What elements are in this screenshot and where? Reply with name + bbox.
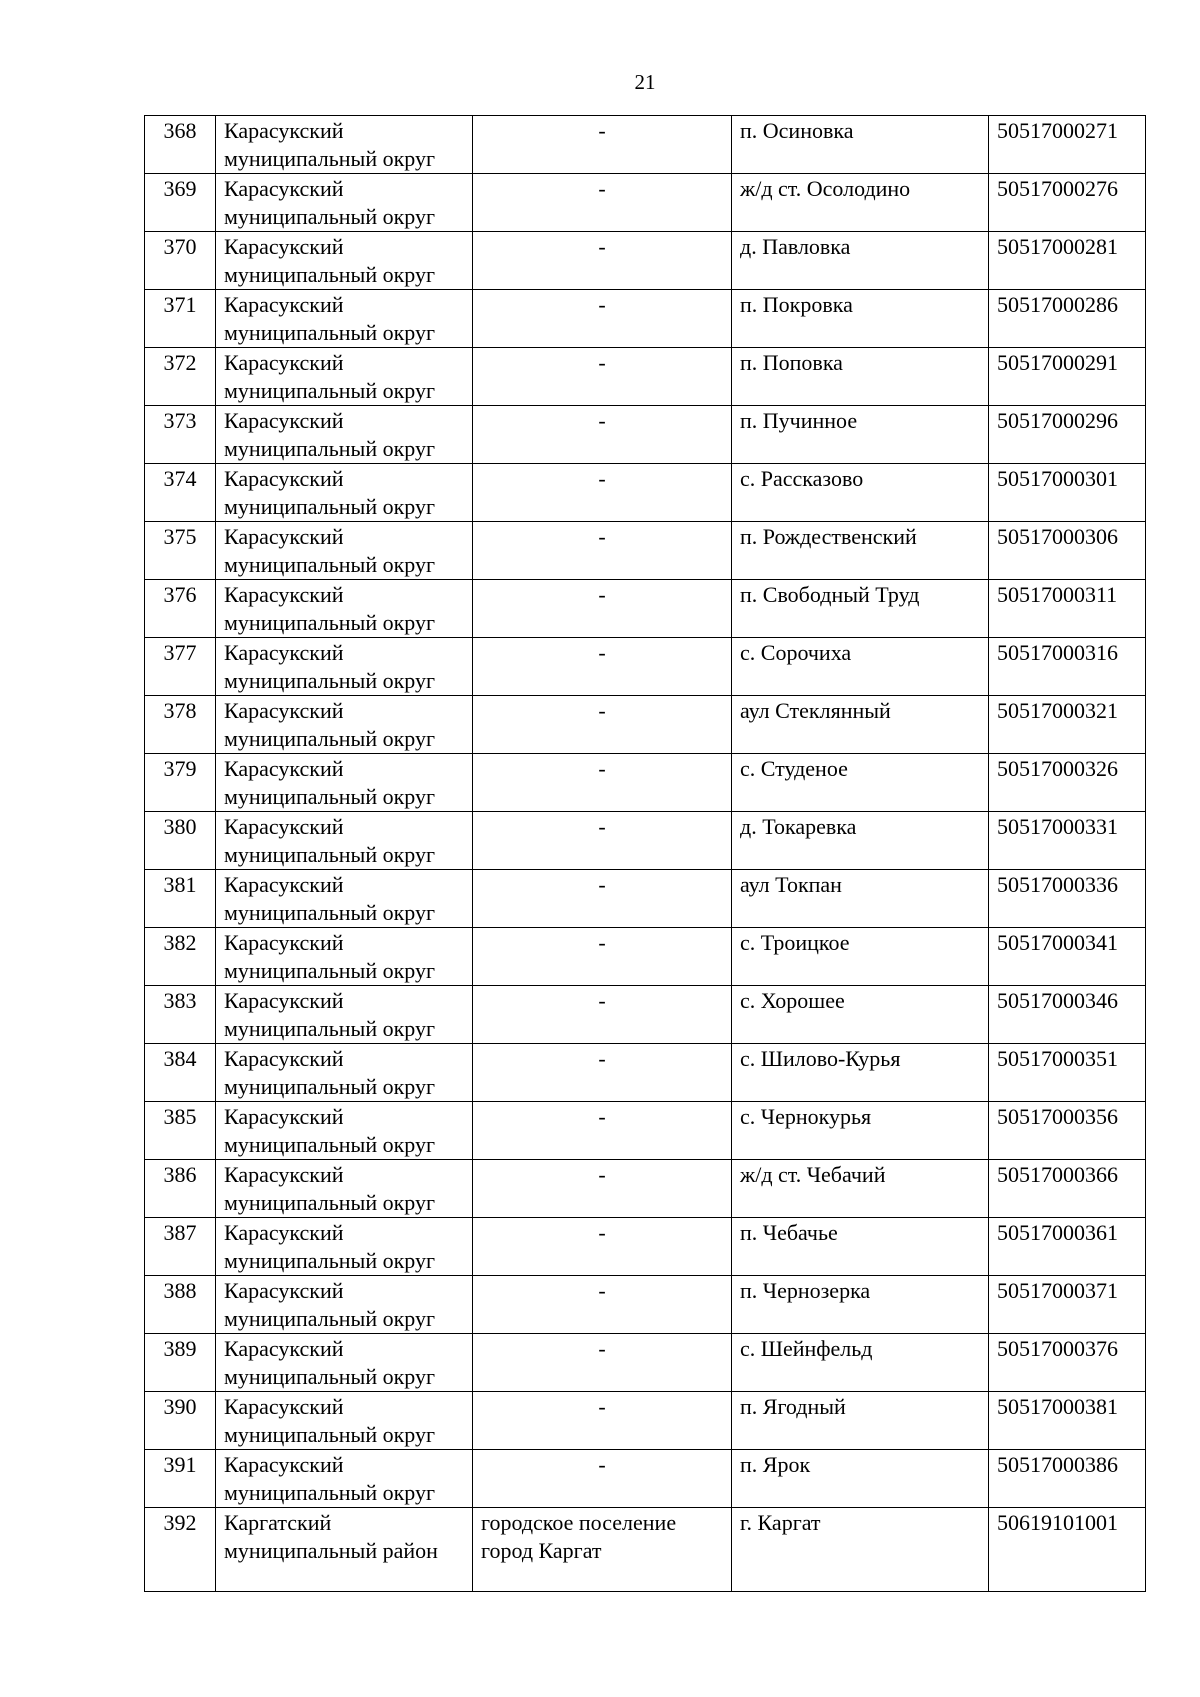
oktmo-code-cell: 50517000331 xyxy=(989,812,1146,870)
oktmo-code-cell: 50517000286 xyxy=(989,290,1146,348)
settlement-cell: - xyxy=(473,1334,732,1392)
locality-cell: ж/д ст. Чебачий xyxy=(732,1160,989,1218)
table-row xyxy=(145,1044,1146,1102)
row-number-cell: 385 xyxy=(145,1102,216,1160)
municipality-cell: Карасукский муниципальный округ xyxy=(216,522,473,580)
locality-cell: п. Покровка xyxy=(732,290,989,348)
locality-cell: п. Свободный Труд xyxy=(732,580,989,638)
oktmo-code-cell: 50517000321 xyxy=(989,696,1146,754)
municipality-cell: Карасукский муниципальный округ xyxy=(216,1102,473,1160)
municipality-cell: Карасукский муниципальный округ xyxy=(216,580,473,638)
oktmo-code-cell: 50517000311 xyxy=(989,580,1146,638)
oktmo-code-cell: 50517000336 xyxy=(989,870,1146,928)
settlement-cell: - xyxy=(473,928,732,986)
locality-cell: г. Каргат xyxy=(732,1508,989,1592)
municipality-cell: Карасукский муниципальный округ xyxy=(216,696,473,754)
row-number-cell: 368 xyxy=(145,116,216,174)
table-row xyxy=(145,986,1146,1044)
row-number-cell: 387 xyxy=(145,1218,216,1276)
row-number-cell: 390 xyxy=(145,1392,216,1450)
municipality-cell: Карасукский муниципальный округ xyxy=(216,754,473,812)
row-number-cell: 383 xyxy=(145,986,216,1044)
settlement-cell: - xyxy=(473,754,732,812)
locality-cell: п. Осиновка xyxy=(732,116,989,174)
oktmo-code-cell: 50517000291 xyxy=(989,348,1146,406)
municipality-cell: Карасукский муниципальный округ xyxy=(216,406,473,464)
municipality-cell: Карасукский муниципальный округ xyxy=(216,1044,473,1102)
row-number-cell: 378 xyxy=(145,696,216,754)
settlement-cell: - xyxy=(473,1276,732,1334)
oktmo-code-cell: 50517000381 xyxy=(989,1392,1146,1450)
table-row xyxy=(145,1160,1146,1218)
table-row xyxy=(145,116,1146,174)
municipality-cell: Карасукский муниципальный округ xyxy=(216,1276,473,1334)
row-number-cell: 380 xyxy=(145,812,216,870)
locality-cell: п. Ярок xyxy=(732,1450,989,1508)
municipality-cell: Карасукский муниципальный округ xyxy=(216,1334,473,1392)
settlement-cell: - xyxy=(473,348,732,406)
oktmo-code-cell: 50517000326 xyxy=(989,754,1146,812)
locality-cell: с. Рассказово xyxy=(732,464,989,522)
row-number-cell: 373 xyxy=(145,406,216,464)
page-number: 21 xyxy=(634,70,656,94)
row-number-cell: 372 xyxy=(145,348,216,406)
settlement-cell: - xyxy=(473,870,732,928)
locality-cell: д. Павловка xyxy=(732,232,989,290)
table-row xyxy=(145,1334,1146,1392)
settlement-cell: - xyxy=(473,1044,732,1102)
municipality-cell: Карасукский муниципальный округ xyxy=(216,638,473,696)
oktmo-code-cell: 50517000351 xyxy=(989,1044,1146,1102)
municipality-cell: Каргатский муниципальный район xyxy=(216,1508,473,1592)
table-row xyxy=(145,522,1146,580)
settlement-cell: - xyxy=(473,812,732,870)
oktmo-code-cell: 50517000366 xyxy=(989,1160,1146,1218)
oktmo-code-cell: 50517000306 xyxy=(989,522,1146,580)
municipality-cell: Карасукский муниципальный округ xyxy=(216,1160,473,1218)
locality-cell: п. Чернозерка xyxy=(732,1276,989,1334)
municipality-cell: Карасукский муниципальный округ xyxy=(216,464,473,522)
oktmo-code-cell: 50517000371 xyxy=(989,1276,1146,1334)
table-row xyxy=(145,870,1146,928)
row-number-cell: 371 xyxy=(145,290,216,348)
table-row xyxy=(145,812,1146,870)
table-row xyxy=(145,1218,1146,1276)
oktmo-code-cell: 50619101001 xyxy=(989,1508,1146,1592)
municipality-cell: Карасукский муниципальный округ xyxy=(216,986,473,1044)
oktmo-code-cell: 50517000361 xyxy=(989,1218,1146,1276)
table-row xyxy=(145,348,1146,406)
settlement-cell: - xyxy=(473,1102,732,1160)
row-number-cell: 386 xyxy=(145,1160,216,1218)
table-row xyxy=(145,1276,1146,1334)
settlement-cell: - xyxy=(473,1392,732,1450)
oktmo-code-cell: 50517000376 xyxy=(989,1334,1146,1392)
locality-cell: п. Ягодный xyxy=(732,1392,989,1450)
settlement-cell: - xyxy=(473,986,732,1044)
oktmo-code-cell: 50517000281 xyxy=(989,232,1146,290)
municipality-cell: Карасукский муниципальный округ xyxy=(216,1392,473,1450)
settlement-cell: - xyxy=(473,464,732,522)
settlement-cell: - xyxy=(473,1160,732,1218)
municipality-cell: Карасукский муниципальный округ xyxy=(216,1218,473,1276)
table-row xyxy=(145,232,1146,290)
row-number-cell: 391 xyxy=(145,1450,216,1508)
municipality-cell: Карасукский муниципальный округ xyxy=(216,348,473,406)
table-row xyxy=(145,638,1146,696)
row-number-cell: 379 xyxy=(145,754,216,812)
municipality-cell: Карасукский муниципальный округ xyxy=(216,232,473,290)
settlement-cell: - xyxy=(473,290,732,348)
locality-cell: д. Токаревка xyxy=(732,812,989,870)
settlements-table xyxy=(144,115,1146,1592)
row-number-cell: 370 xyxy=(145,232,216,290)
municipality-cell: Карасукский муниципальный округ xyxy=(216,290,473,348)
settlement-cell: - xyxy=(473,1218,732,1276)
municipality-cell: Карасукский муниципальный округ xyxy=(216,174,473,232)
settlement-cell: городское поселение город Каргат xyxy=(473,1508,732,1592)
table-row xyxy=(145,290,1146,348)
settlement-cell: - xyxy=(473,116,732,174)
settlement-cell: - xyxy=(473,406,732,464)
settlement-cell: - xyxy=(473,1450,732,1508)
table-row xyxy=(145,1102,1146,1160)
table-row xyxy=(145,754,1146,812)
settlement-cell: - xyxy=(473,580,732,638)
settlements-table-body xyxy=(145,116,1146,1592)
oktmo-code-cell: 50517000346 xyxy=(989,986,1146,1044)
settlement-cell: - xyxy=(473,696,732,754)
municipality-cell: Карасукский муниципальный округ xyxy=(216,870,473,928)
oktmo-code-cell: 50517000386 xyxy=(989,1450,1146,1508)
locality-cell: с. Шилово-Курья xyxy=(732,1044,989,1102)
row-number-cell: 384 xyxy=(145,1044,216,1102)
table-row xyxy=(145,464,1146,522)
locality-cell: ж/д ст. Осолодино xyxy=(732,174,989,232)
row-number-cell: 389 xyxy=(145,1334,216,1392)
locality-cell: с. Хорошее xyxy=(732,986,989,1044)
settlement-cell: - xyxy=(473,638,732,696)
row-number-cell: 388 xyxy=(145,1276,216,1334)
oktmo-code-cell: 50517000301 xyxy=(989,464,1146,522)
row-number-cell: 381 xyxy=(145,870,216,928)
oktmo-code-cell: 50517000296 xyxy=(989,406,1146,464)
table-row xyxy=(145,928,1146,986)
table-row xyxy=(145,406,1146,464)
locality-cell: п. Рождественский xyxy=(732,522,989,580)
oktmo-code-cell: 50517000316 xyxy=(989,638,1146,696)
locality-cell: с. Чернокурья xyxy=(732,1102,989,1160)
locality-cell: п. Чебачье xyxy=(732,1218,989,1276)
row-number-cell: 382 xyxy=(145,928,216,986)
settlement-cell: - xyxy=(473,522,732,580)
locality-cell: с. Сорочиха xyxy=(732,638,989,696)
locality-cell: аул Стеклянный xyxy=(732,696,989,754)
row-number-cell: 375 xyxy=(145,522,216,580)
table-row xyxy=(145,1508,1146,1592)
table-row xyxy=(145,580,1146,638)
table-row xyxy=(145,174,1146,232)
locality-cell: аул Токпан xyxy=(732,870,989,928)
row-number-cell: 369 xyxy=(145,174,216,232)
settlement-cell: - xyxy=(473,174,732,232)
locality-cell: с. Троицкое xyxy=(732,928,989,986)
oktmo-code-cell: 50517000356 xyxy=(989,1102,1146,1160)
table-row xyxy=(145,1392,1146,1450)
row-number-cell: 376 xyxy=(145,580,216,638)
oktmo-code-cell: 50517000341 xyxy=(989,928,1146,986)
table-row xyxy=(145,696,1146,754)
row-number-cell: 377 xyxy=(145,638,216,696)
municipality-cell: Карасукский муниципальный округ xyxy=(216,116,473,174)
municipality-cell: Карасукский муниципальный округ xyxy=(216,928,473,986)
table-row xyxy=(145,1450,1146,1508)
municipality-cell: Карасукский муниципальный округ xyxy=(216,1450,473,1508)
row-number-cell: 374 xyxy=(145,464,216,522)
locality-cell: с. Студеное xyxy=(732,754,989,812)
municipality-cell: Карасукский муниципальный округ xyxy=(216,812,473,870)
locality-cell: п. Поповка xyxy=(732,348,989,406)
oktmo-code-cell: 50517000271 xyxy=(989,116,1146,174)
locality-cell: с. Шейнфельд xyxy=(732,1334,989,1392)
row-number-cell: 392 xyxy=(145,1508,216,1592)
locality-cell: п. Пучинное xyxy=(732,406,989,464)
oktmo-code-cell: 50517000276 xyxy=(989,174,1146,232)
settlement-cell: - xyxy=(473,232,732,290)
